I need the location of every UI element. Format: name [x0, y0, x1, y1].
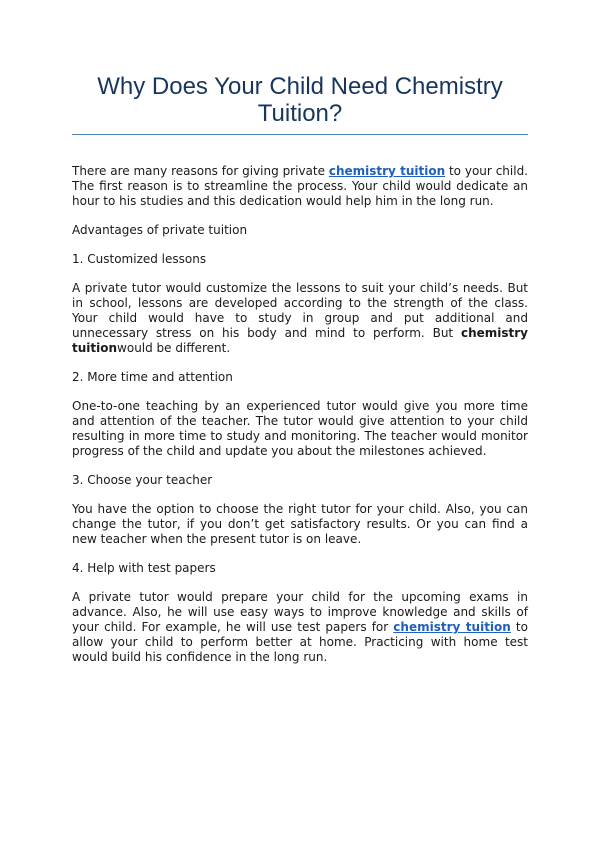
section-heading-customized-lessons: 1. Customized lessons — [72, 252, 207, 266]
chemistry-tuition-bold-text: chemistry tuition — [72, 326, 528, 355]
advantages-heading: Advantages of private tuition — [72, 223, 248, 237]
section-heading-choose-teacher: 3. Choose your teacher — [72, 473, 213, 487]
section-heading-test-papers: 4. Help with test papers — [72, 561, 216, 575]
chemistry-tuition-link[interactable]: chemistry tuition — [328, 164, 446, 178]
intro-text-before: There are many reasons for giving private — [72, 164, 329, 178]
section-1-text-before: A private tutor would customize the lessons to suit your child’s needs. But in school, lessons are developed according to the strength of the class. Your child would have to study in group and put additional and unnecessary stress on his body and mind to perform. But — [72, 281, 528, 340]
section-4-text-before: A private tutor would prepare your child for the upcoming exams in advance. Also, he will use easy ways to improve knowledge and skills of your child. For example, he will use test papers for — [72, 590, 528, 634]
intro-text-after: to your child. The first reason is to streamline the process. Your child would dedicate an hour to his studies and this dedication would help him in the long run. — [72, 164, 528, 208]
section-text-choose-teacher: You have the option to choose the right tutor for your child. Also, you can change the tutor, if you don’t get satisfactory results. Or you can find a new teacher when the present tutor is on leave. — [72, 502, 528, 546]
chemistry-tuition-link-2[interactable]: chemistry tuition — [393, 620, 511, 634]
document-body — [72, 164, 528, 665]
section-text-more-time: One-to-one teaching by an experienced tutor would give you more time and attention of the teacher. The tutor would give attention to your child resulting in more time to study and monitoring. The teacher would monitor progress of the child and update you about the milestones achieved. — [72, 399, 528, 458]
section-4-text-after: to allow your child to perform better at home. Practicing with home test would build his confidence in the long run. — [72, 620, 528, 664]
section-text-customized-lessons — [72, 281, 528, 356]
section-1-text-after: would be different. — [117, 341, 231, 355]
intro-paragraph — [72, 164, 528, 209]
page-title: Why Does Your Child Need Chemistry Tuition? — [97, 73, 503, 127]
title-underline-divider — [72, 134, 528, 135]
section-heading-more-time: 2. More time and attention — [72, 370, 233, 384]
document-page — [72, 0, 528, 665]
section-text-test-papers — [72, 590, 528, 665]
